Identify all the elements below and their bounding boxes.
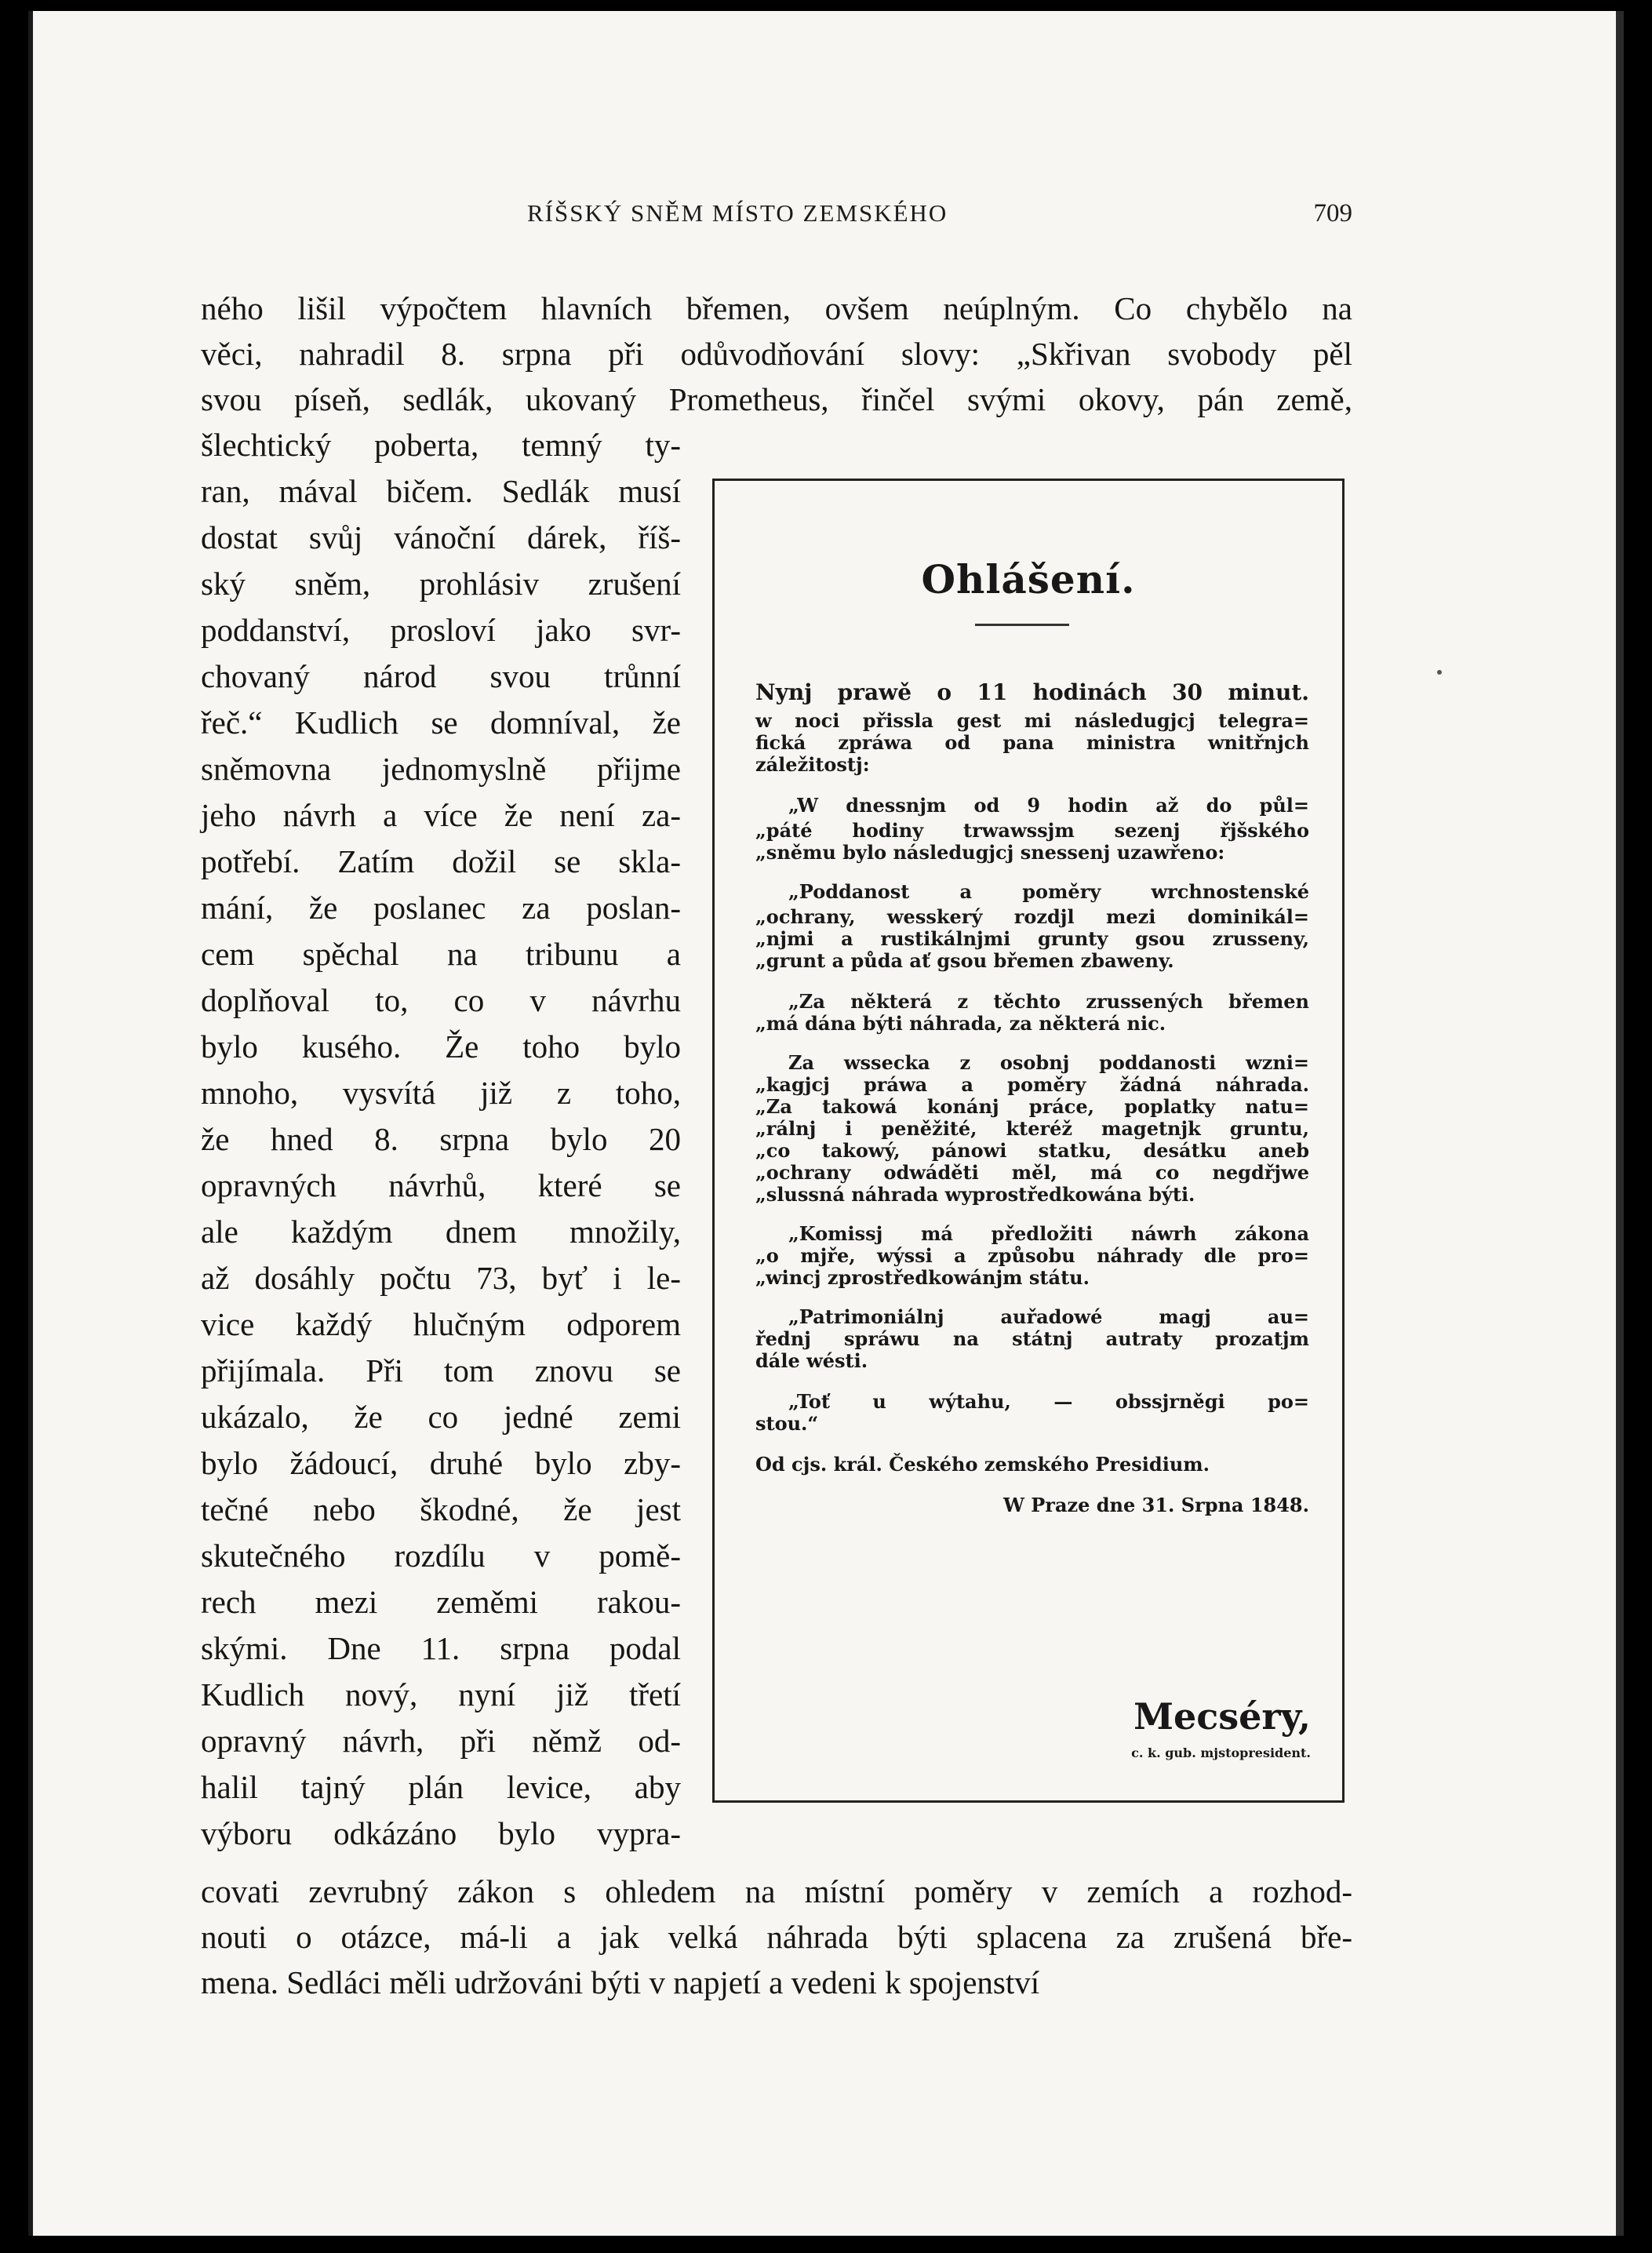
proclamation-line: „kagjcj práwa a poměry žádná náhrada. — [755, 1073, 1309, 1096]
proclamation-line: Nynj prawě o 11 hodinách 30 minut. — [755, 679, 1309, 705]
proclamation-line: „Komissj má předložiti náwrh zákona — [788, 1222, 1309, 1245]
page-number: 709 — [1313, 199, 1352, 227]
proclamation-line: záležitostj: — [755, 753, 870, 776]
proclamation-line: „Toť u wýtahu, — obssjrněgi po= — [788, 1390, 1309, 1413]
running-head: RÍŠSKÝ SNĚM MÍSTO ZEMSKÉHO — [527, 199, 948, 227]
proclamation-title: Ohlášení. — [921, 556, 1136, 602]
column-line: přijímala. Při tom znovu se — [201, 1352, 681, 1389]
proclamation-line: W Praze dne 31. Srpna 1848. — [1002, 1494, 1309, 1516]
column-line: poddanství, prosloví jako svr- — [201, 612, 681, 648]
proclamation-line: „rálnj i peněžité, kteréž magetnjk gruntu, — [755, 1117, 1309, 1140]
proclamation-line: Za wssecka z osobnj poddanosti wzni= — [788, 1051, 1309, 1074]
column-line: výboru odkázáno bylo vypra- — [201, 1815, 681, 1851]
proclamation-line: „Za takowá konánj práce, poplatky natu= — [755, 1095, 1309, 1118]
text-line: věci, nahradil 8. srpna při odůvodňování slovy: „Skřivan svobody pěl — [201, 336, 1352, 372]
paper-speck — [1437, 670, 1442, 675]
column-line: potřebí. Zatím dožil se skla- — [201, 843, 681, 879]
column-line: tečné nebo škodné, že jest — [201, 1491, 681, 1527]
column-line: ale každým dnem množily, — [201, 1214, 681, 1250]
proclamation-line: „Poddanost a poměry wrchnostenské — [788, 880, 1309, 903]
column-line: řeč.“ Kudlich se domníval, že — [201, 704, 681, 741]
text-line: nouti o otázce, má-li a jak velká náhrada býti splacena za zrušená bře- — [201, 1919, 1352, 1955]
column-line: cem spěchal na tribunu a — [201, 936, 681, 972]
proclamation-line: řednj spráwu na státnj autraty prozatjm — [755, 1327, 1309, 1350]
proclamation-line: „co takowý, pánowi statku, desátku aneb — [755, 1139, 1309, 1162]
column-line: jeho návrh a více že není za- — [201, 797, 681, 833]
column-line: ukázalo, že co jedné zemi — [201, 1399, 681, 1435]
proclamation-line: „má dána býti náhrada, za některá nic. — [755, 1012, 1166, 1035]
column-line: opravných návrhů, které se — [201, 1167, 681, 1203]
column-line: bylo kusého. Že toho bylo — [201, 1028, 681, 1065]
proclamation-line: „ochrany, wesskerý rozdjl mezi dominikál= — [755, 905, 1309, 928]
proclamation-line: Od cjs. král. Českého zemského Presidium. — [755, 1453, 1210, 1476]
column-line: opravný návrh, při němž od- — [201, 1723, 681, 1759]
column-line: ský sněm, prohlásiv zrušení — [201, 566, 681, 602]
proclamation-line: stou.“ — [755, 1412, 819, 1435]
column-line: až dosáhly počtu 73, byť i le- — [201, 1260, 681, 1296]
column-line: rech mezi zeměmi rakou- — [201, 1584, 681, 1620]
proclamation-line: fická zpráwa od pana ministra wnitřnjch — [755, 731, 1309, 754]
column-line: doplňoval to, co v návrhu — [201, 982, 681, 1018]
proclamation-line: „páté hodiny trwawssjm sezenj řjšského — [755, 819, 1309, 842]
column-line: dostat svůj vánoční dárek, říš- — [201, 519, 681, 555]
text-line: svou píseň, sedlák, ukovaný Prometheus, řinčel svými okovy, pán země, — [201, 381, 1352, 417]
column-line: skými. Dne 11. srpna podal — [201, 1630, 681, 1666]
page-header — [213, 196, 1352, 235]
proclamation-line: „o mjře, wýssi a způsobu náhrady dle pro= — [755, 1244, 1309, 1267]
column-line: šlechtický poberta, temný ty- — [201, 427, 681, 463]
proclamation-line: „Za některá z těchto zrussených břemen — [788, 990, 1309, 1013]
column-line: že hned 8. srpna bylo 20 — [201, 1121, 681, 1157]
proclamation-line: „W dnessnjm od 9 hodin až do půl= — [788, 794, 1309, 817]
column-line: vice každý hlučným odporem — [201, 1306, 681, 1342]
proclamation-line: „grunt a půda ať gsou břemen zbaweny. — [755, 949, 1174, 972]
proclamation-line: „wincj zprostředkowánjm státu. — [755, 1266, 1090, 1289]
proclamation-line: „slussná náhrada wyprostředkowána býti. — [755, 1183, 1195, 1206]
proclamation-line: „sněmu bylo následugjcj snessenj uzawřeno: — [755, 841, 1225, 864]
column-line: halil tajný plán levice, aby — [201, 1769, 681, 1805]
column-line: ran, mával bičem. Sedlák musí — [201, 473, 681, 509]
proclamation-line: „ochrany odwáděti měl, má co negdřjwe — [755, 1161, 1309, 1184]
column-line: mnoho, vysvítá již z toho, — [201, 1075, 681, 1111]
text-line: ného lišil výpočtem hlavních břemen, ovšem neúplným. Co chybělo na — [201, 290, 1352, 326]
signature: Mecséry, — [1133, 1695, 1311, 1738]
column-line: mání, že poslanec za poslan- — [201, 890, 681, 926]
title-divider — [975, 624, 1069, 626]
proclamation-line: „Patrimoniálnj auřadowé magj au= — [788, 1305, 1309, 1328]
book-page — [28, 11, 1624, 2236]
column-line: bylo žádoucí, druhé bylo zby- — [201, 1445, 681, 1481]
proclamation-line: „njmi a rustikálnjmi grunty gsou zrusseny, — [755, 927, 1309, 950]
proclamation-box — [712, 479, 1345, 1803]
column-line: sněmovna jednomyslně přijme — [201, 751, 681, 787]
text-line: covati zevrubný zákon s ohledem na místní poměry v zemích a rozhod- — [201, 1873, 1352, 1909]
column-line: Kudlich nový, nyní již třetí — [201, 1676, 681, 1712]
proclamation-line: w noci přissla gest mi následugjcj telegra= — [755, 709, 1309, 732]
column-line: chovaný národ svou trůnní — [201, 658, 681, 694]
proclamation-line: dále wésti. — [755, 1349, 868, 1372]
column-line: skutečného rozdílu v pomě- — [201, 1538, 681, 1574]
page-edge — [1616, 11, 1624, 2236]
signature-title: c. k. gub. mjstopresident. — [1131, 1745, 1311, 1760]
text-line: mena. Sedláci měli udržováni býti v napjetí a vedeni k spojenství — [201, 1964, 1040, 2000]
